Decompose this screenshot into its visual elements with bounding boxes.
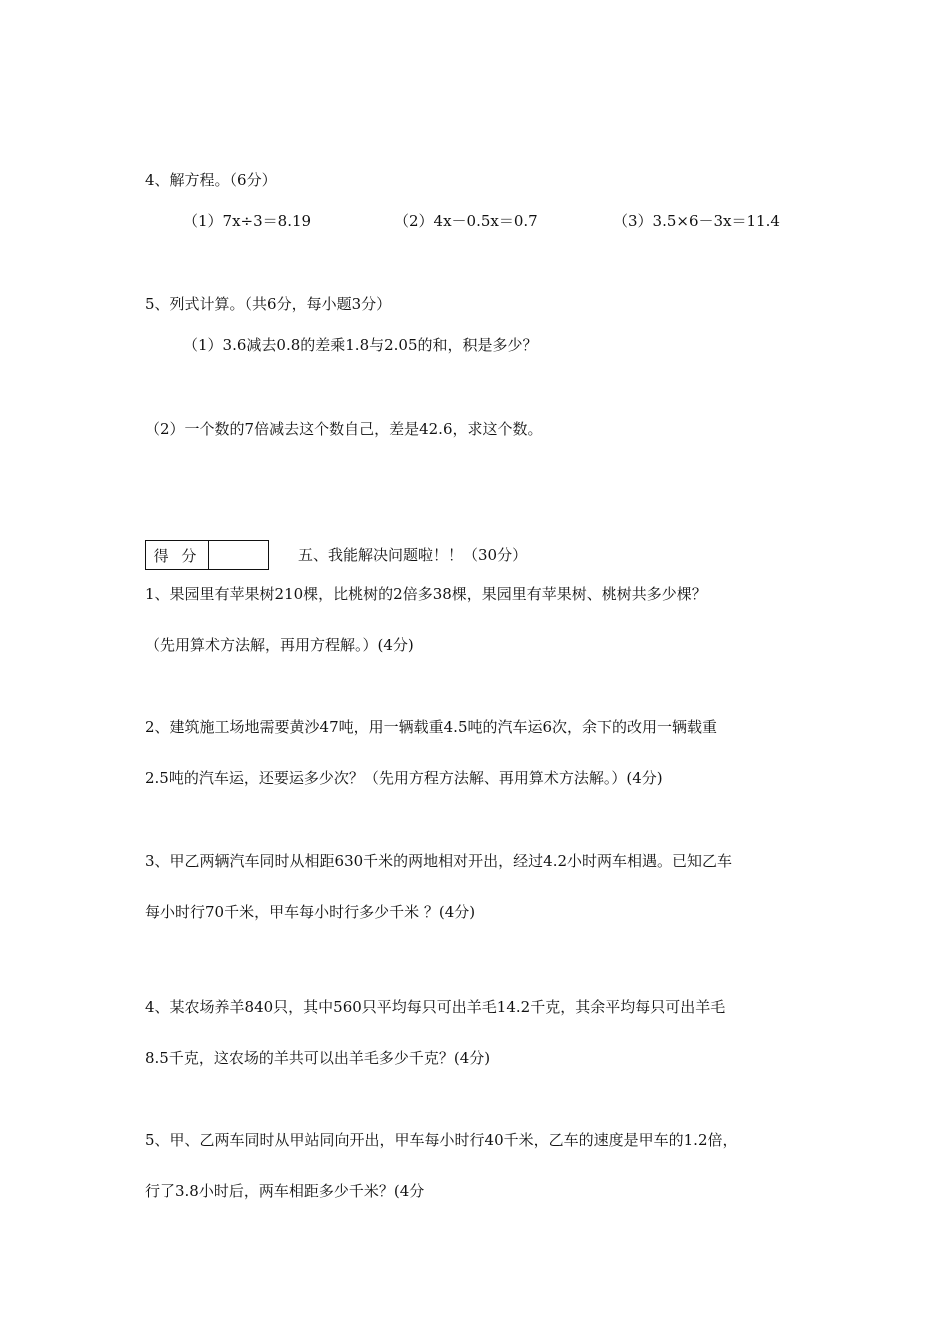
q5-item-2: （2）一个数的7倍减去这个数自己，差是42.6，求这个数。 — [145, 420, 543, 438]
score-label: 得 分 — [146, 541, 209, 569]
problem-4-line-1: 4、某农场养羊840只，其中560只平均每只可出羊毛14.2千克，其余平均每只可出羊毛 — [145, 998, 726, 1016]
problem-2-line-2: 2.5吨的汽车运，还要运多少次？（先用方程方法解、再用算术方法解。）(4分) — [145, 769, 663, 787]
score-box — [145, 540, 269, 570]
problem-1-line-1: 1、果园里有苹果树210棵，比桃树的2倍多38棵，果园里有苹果树、桃树共多少棵？ — [145, 585, 707, 603]
problem-1-line-2: （先用算术方法解，再用方程解。）(4分) — [145, 636, 414, 654]
q5-item-1: （1）3.6减去0.8的差乘1.8与2.05的和，积是多少？ — [183, 336, 538, 354]
problem-2-line-1: 2、建筑施工场地需要黄沙47吨，用一辆载重4.5吨的汽车运6次，余下的改用一辆载重 — [145, 718, 718, 736]
score-value-cell — [209, 541, 268, 569]
q4-equation-1: （1）7x÷3＝8.19 — [183, 212, 312, 230]
problem-5-line-2: 行了3.8小时后，两车相距多少千米？(4分 — [145, 1182, 425, 1200]
q4-equation-3: （3）3.5×6－3x＝11.4 — [613, 212, 780, 230]
problem-5-line-1: 5、甲、乙两车同时从甲站同向开出，甲车每小时行40千米，乙车的速度是甲车的1.2倍， — [145, 1131, 738, 1149]
q4-title: 4、解方程。（6分） — [145, 171, 277, 189]
problem-3-line-2: 每小时行70千米，甲车每小时行多少千米 ？(4分) — [145, 903, 476, 921]
section5-title: 五、我能解决问题啦！！（30分） — [298, 546, 528, 564]
problem-4-line-2: 8.5千克，这农场的羊共可以出羊毛多少千克？(4分) — [145, 1049, 491, 1067]
q4-equation-2: （2）4x－0.5x＝0.7 — [394, 212, 538, 230]
problem-3-line-1: 3、甲乙两辆汽车同时从相距630千米的两地相对开出，经过4.2小时两车相遇。已知乙车 — [145, 852, 733, 870]
q5-title: 5、列式计算。（共6分，每小题3分） — [145, 295, 392, 313]
